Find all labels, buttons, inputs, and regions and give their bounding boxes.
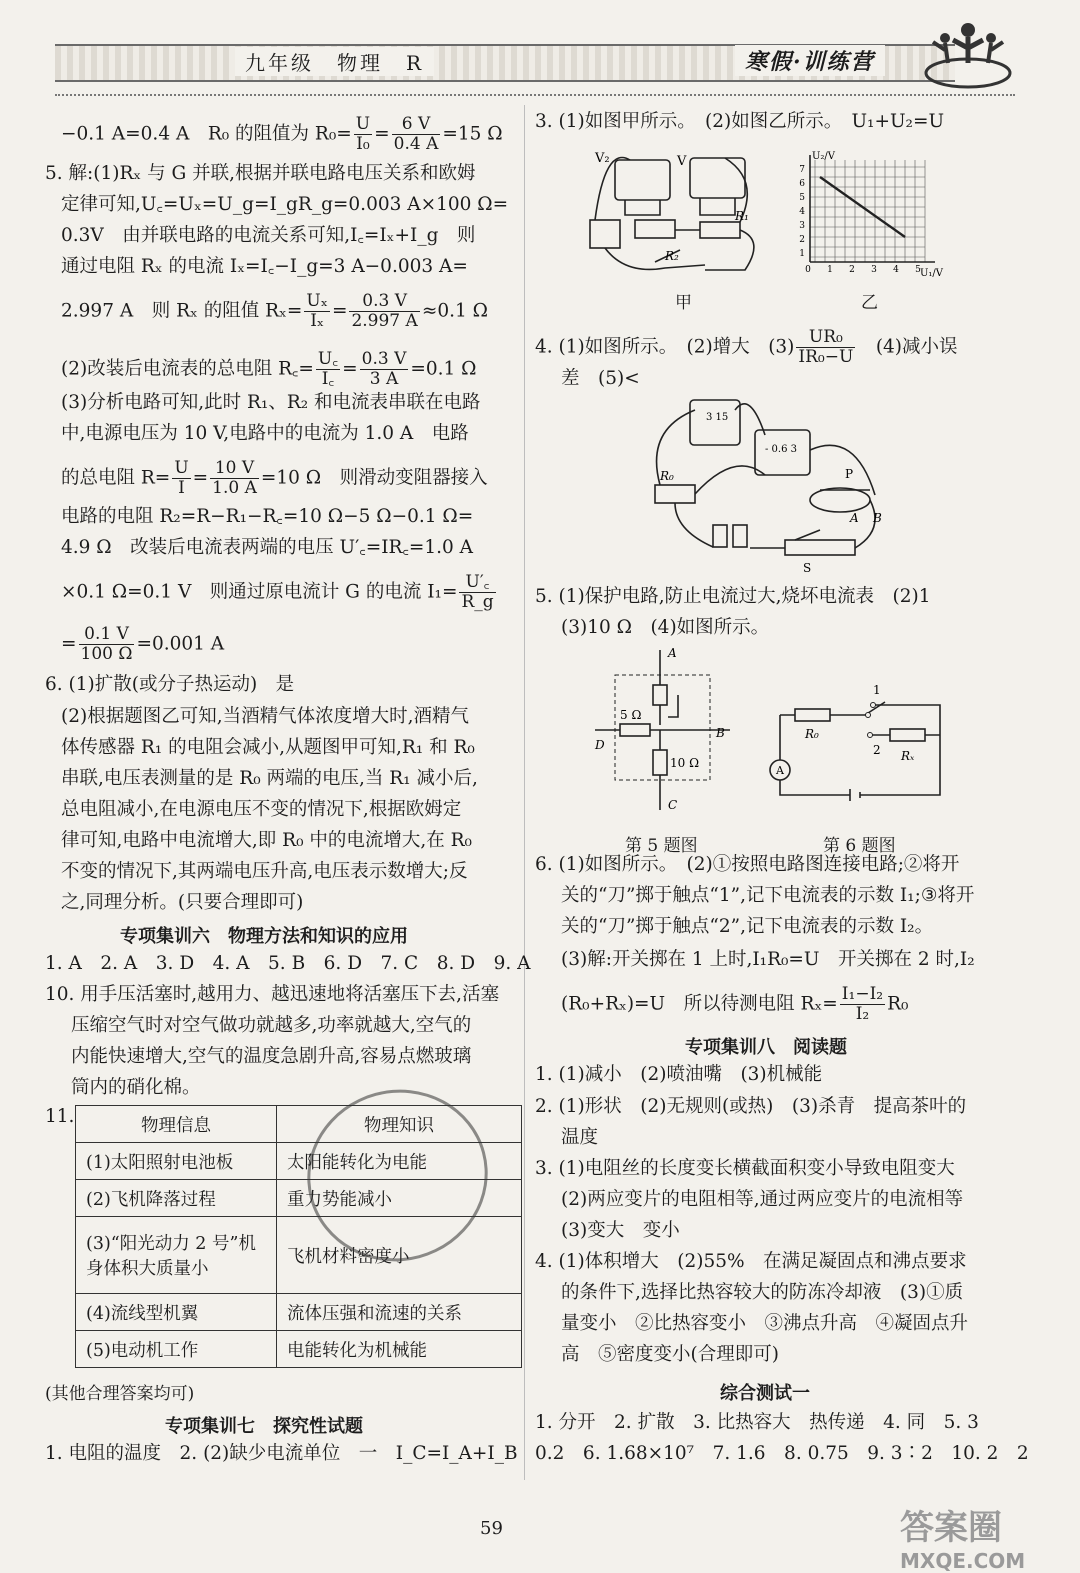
r6-line-1: 6. (1)如图所示。 (2)①按照电路图连接电路;②将开 — [535, 854, 960, 875]
section-heading-test1: 综合测试一 — [720, 1383, 810, 1404]
q5-line-11: 4.9 Ω 改装后电流表两端的电压 U′꜀=IR꜀=1.0 A — [61, 537, 474, 558]
watermark-url: MXQE.COM — [900, 1549, 1026, 1573]
caption-fig6: 第 6 题图 — [823, 836, 896, 856]
fraction — [354, 115, 372, 154]
section-heading-7: 专项集训七 探究性试题 — [165, 1416, 363, 1437]
xtick: 1 — [827, 265, 833, 275]
header-grade-subject: 九年级 物理 R — [235, 47, 434, 76]
q6-line-2: (2)根据题图乙可知,当酒精气体浓度增大时,酒精气 — [61, 706, 469, 727]
table-cell: 飞机材料密度小 — [277, 1217, 522, 1294]
numerator: I₁−I₂ — [841, 984, 884, 1004]
label-v2: V₂ — [595, 151, 610, 166]
ytick: 2 — [799, 235, 805, 245]
table-cell: (3)“阳光动力 2 号”机身体积大质量小 — [76, 1217, 277, 1294]
label-r0: R₀ — [660, 469, 674, 483]
a1-line: 1. (1)减小 (2)喷油嘴 (3)机械能 — [535, 1064, 823, 1085]
table-header-cell: 物理信息 — [76, 1106, 277, 1143]
q5-line-8: 中,电源电压为 10 V,电路中的电流为 1.0 A 电路 — [61, 423, 469, 444]
brand-logo-icon — [923, 18, 1013, 90]
denominator: 1.0 A — [212, 478, 257, 498]
text: 4. (1)如图所示。 (2)增大 (3) — [535, 336, 795, 358]
fraction — [796, 328, 855, 367]
q6-line-7: 不变的情况下,其两端电压升高,电压表示数增大;反 — [61, 861, 468, 882]
watermark-cn: 答案圈 — [900, 1508, 1002, 1548]
a3-line-1: 3. (1)电阻丝的长度变长横截面积变小导致电阻变大 — [535, 1158, 955, 1179]
numerator: Uₓ — [306, 291, 328, 311]
fraction — [392, 115, 441, 154]
xtick: 0 — [805, 265, 811, 275]
q5-line-1: 5. 解:(1)Rₓ 与 G 并联,根据并联电路电压关系和欧姆 — [45, 163, 476, 184]
text: = — [374, 123, 390, 145]
numerator: 6 V — [392, 115, 441, 135]
a4-line-4: 高 ⑤密度变小(合理即可) — [561, 1344, 779, 1365]
meter-label-1: 3 15 — [706, 412, 729, 423]
denominator: 100 Ω — [80, 644, 133, 664]
a4-line-3: 量变小 ②比热容变小 ③沸点升高 ④凝固点升 — [561, 1313, 969, 1334]
graph-xlabel: U₁/V — [920, 268, 944, 279]
r6-line-2: 关的“刀”掷于触点“1”,记下电流表的示数 I₁;③将开 — [561, 885, 975, 906]
q10-line-3: 内能快速增大,空气的温度急剧升高,容易点燃玻璃 — [71, 1046, 472, 1067]
caption-fig5: 第 5 题图 — [625, 836, 698, 856]
text: = — [331, 300, 348, 322]
label-d: D — [595, 738, 605, 752]
label-terminal-2: 2 — [873, 743, 881, 757]
q10-line-4: 筒内的硝化棉。 — [71, 1077, 201, 1098]
text: (R₀+Rₓ)=U 所以待测电阻 Rₓ= — [561, 993, 838, 1015]
a4-line-1: 4. (1)体积增大 (2)55% 在满足凝固点和沸点要求 — [535, 1251, 967, 1272]
page-number: 59 — [480, 1518, 503, 1539]
label-r2: R₂ — [665, 249, 679, 263]
header-dotted-rule — [55, 94, 1015, 96]
q5-line-7: (3)分析电路可知,此时 R₁、R₂ 和电流表串联在电路 — [61, 392, 481, 413]
answers-sec6: 1. A 2. A 3. D 4. A 5. B 6. D 7. C 8. D 9. A — [45, 953, 531, 974]
denominator: I₂ — [855, 1004, 870, 1024]
fraction — [172, 459, 190, 498]
text: = — [61, 633, 77, 655]
fraction — [349, 292, 419, 331]
header-brand: 寒假·训练营 — [735, 45, 885, 76]
denominator: I꜀ — [321, 369, 335, 389]
table-cell: (5)电动机工作 — [76, 1331, 277, 1368]
table-header-cell: 物理知识 — [277, 1106, 522, 1143]
numerator: UR₀ — [796, 328, 855, 348]
label-b: B — [873, 511, 882, 525]
ytick: 6 — [799, 179, 805, 189]
denominator: R_g — [461, 592, 494, 612]
r3-line: 3. (1)如图甲所示。 (2)如图乙所示。 U₁+U₂=U — [535, 111, 945, 132]
label-ammeter: A — [776, 764, 784, 777]
r4-line-2: 差 (5)< — [561, 368, 640, 389]
column-divider — [524, 105, 525, 1480]
fraction — [459, 573, 495, 612]
q6-line-3: 体传感器 R₁ 的电阻会减小,从题图甲可知,R₁ 和 R₀ — [61, 737, 475, 758]
fraction — [304, 292, 330, 331]
graph-yticks — [799, 165, 805, 259]
text: (4)减小误 — [857, 336, 958, 358]
xtick: 5 — [915, 265, 921, 275]
table-cell: (1)太阳照射电池板 — [76, 1143, 277, 1180]
r5-line-2: (3)10 Ω (4)如图所示。 — [561, 617, 770, 638]
a2-line-2: 温度 — [561, 1127, 599, 1148]
q5-line-4: 通过电阻 Rₓ 的电流 Iₓ=I꜀−I_g=3 A−0.003 A= — [61, 256, 468, 277]
table-row — [76, 1294, 522, 1331]
r6-line-5 — [561, 985, 908, 1024]
q5-line-12 — [61, 573, 498, 612]
ytick: 5 — [799, 193, 805, 203]
table-row — [76, 1331, 522, 1368]
q5-line-3: 0.3V 由并联电路的电流关系可知,I꜀=Iₓ+I_g 则 — [61, 225, 476, 246]
denominator: I₀ — [356, 134, 370, 154]
a3-line-2: (2)两应变片的电阻相等,通过两应变片的电流相等 — [561, 1189, 964, 1210]
graph-figure-yi — [790, 150, 960, 280]
q6-line-5: 总电阻减小,在电源电压不变的情况下,根据欧姆定 — [61, 799, 462, 820]
text: =10 Ω 则滑动变阻器接入 — [260, 467, 488, 489]
label-10ohm: 10 Ω — [670, 756, 700, 770]
q6-line-1: 6. (1)扩散(或分子热运动) 是 — [45, 674, 295, 695]
circuit-figure-q6 — [765, 680, 955, 810]
text: 的总电阻 R= — [61, 467, 171, 489]
circuit-figure-jia — [585, 140, 785, 280]
table-cell: 太阳能转化为电能 — [277, 1143, 522, 1180]
numerator: 0.1 V — [79, 625, 135, 645]
label-s: S — [803, 561, 812, 575]
label-a: A — [668, 646, 677, 660]
q5-line-6 — [61, 350, 477, 389]
text: 2.997 A 则 Rₓ 的阻值 Rₓ= — [61, 300, 303, 322]
r5-line-1: 5. (1)保护电路,防止电流过大,烧坏电流表 (2)1 — [535, 586, 931, 607]
numerator: 0.3 V — [361, 349, 407, 369]
table-cell: 重力势能减小 — [277, 1180, 522, 1217]
ytick: 4 — [799, 207, 805, 217]
graph-ylabel: U₂/V — [812, 151, 836, 162]
q6-line-6: 律可知,电路中电流增大,即 R₀ 中的电流增大,在 R₀ — [61, 830, 472, 851]
denominator: 2.997 A — [351, 311, 418, 331]
label-rx: Rₓ — [901, 749, 915, 763]
label-r1: R₁ — [735, 209, 749, 223]
caption-jia: 甲 — [675, 293, 692, 313]
xtick: 4 — [893, 265, 899, 275]
q5-line-10: 电路的电阻 R₂=R−R₁−R꜀=10 Ω−5 Ω−0.1 Ω= — [61, 506, 474, 527]
q5-line-13 — [61, 625, 224, 664]
label-terminal-1: 1 — [873, 683, 881, 697]
q11-label: 11. — [45, 1106, 75, 1127]
fraction — [840, 985, 885, 1024]
numerator: U꜀ — [317, 349, 339, 369]
label-r0: R₀ — [805, 727, 819, 741]
numerator: U — [174, 458, 189, 478]
label-5ohm: 5 Ω — [620, 708, 642, 722]
text: −0.1 A=0.4 A R₀ 的阻值为 R₀= — [61, 123, 352, 145]
q10-line-2: 压缩空气时对空气做功就越多,功率就越大,空气的 — [71, 1015, 472, 1036]
label-a: A — [850, 511, 859, 525]
q10-line-1: 10. 用手压活塞时,越用力、越迅速地将活塞压下去,活塞 — [45, 984, 500, 1005]
a3-line-3: (3)变大 变小 — [561, 1220, 680, 1241]
ytick: 1 — [799, 249, 805, 259]
q5-line-2: 定律可知,U꜀=Uₓ=U_g=I_gR_g=0.003 A×100 Ω= — [61, 194, 509, 215]
meter-label-2: - 0.6 3 — [765, 444, 798, 455]
table-cell: (4)流线型机翼 — [76, 1294, 277, 1331]
text: ≈0.1 Ω — [421, 300, 488, 322]
ytick: 7 — [799, 165, 805, 175]
caption-yi: 乙 — [861, 293, 878, 313]
xtick: 3 — [871, 265, 877, 275]
numerator: 0.3 V — [349, 292, 419, 312]
q5-line-9 — [61, 459, 488, 498]
text: =0.1 Ω — [410, 358, 477, 380]
xtick: 2 — [849, 265, 855, 275]
fraction — [79, 625, 135, 664]
test1-line-2: 0.2 6. 1.68×10⁷ 7. 1.6 8. 0.75 9. 3∶2 10. 2 2 — [535, 1443, 1029, 1464]
denominator: 3 A — [369, 369, 399, 389]
label-b: B — [716, 726, 725, 740]
label-v: V — [677, 154, 687, 169]
numerator: U — [355, 114, 371, 134]
text: (2)改装后电流表的总电阻 R꜀= — [61, 358, 314, 380]
text: = — [342, 358, 358, 380]
denominator: 0.4 A — [393, 134, 439, 154]
a4-line-2: 的条件下,选择比热容较大的防冻冷却液 (3)①质 — [561, 1282, 964, 1303]
other-answers-note: (其他合理答案均可) — [45, 1384, 195, 1404]
text: =0.001 A — [136, 633, 225, 655]
numerator: 10 V — [210, 459, 259, 479]
test1-line-1: 1. 分开 2. 扩散 3. 比热容大 热传递 4. 同 5. 3 — [535, 1412, 979, 1433]
r6-line-4: (3)解:开关掷在 1 上时,I₁R₀=U 开关掷在 2 时,I₂ — [561, 949, 975, 970]
line-r0-value — [61, 115, 503, 154]
q6-line-4: 串联,电压表测量的是 R₀ 两端的电压,当 R₁ 减小后, — [61, 768, 478, 789]
table-cell: (2)飞机降落过程 — [76, 1180, 277, 1217]
denominator: I — [178, 478, 185, 498]
text: =15 Ω — [442, 123, 503, 145]
q6-line-8: 之,同理分析。(只要合理即可) — [61, 892, 304, 913]
page-header — [55, 30, 1015, 90]
section-heading-6: 专项集训六 物理方法和知识的应用 — [120, 926, 408, 947]
section-heading-8: 专项集训八 阅读题 — [685, 1037, 847, 1058]
text: = — [192, 467, 209, 489]
numerator: U′꜀ — [459, 573, 495, 593]
q5-line-5 — [61, 292, 488, 331]
fraction — [210, 459, 259, 498]
label-c: C — [668, 798, 678, 812]
label-p: P — [845, 467, 854, 481]
fraction — [316, 350, 340, 389]
graph-xticks — [805, 265, 921, 275]
answers-sec7: 1. 电阻的温度 2. (2)缺少电流单位 一 I_C=I_A+I_B — [45, 1443, 518, 1464]
text: R₀ — [887, 993, 909, 1015]
table-cell: 流体压强和流速的关系 — [277, 1294, 522, 1331]
denominator: Iₓ — [310, 311, 325, 331]
watermark — [900, 1500, 1025, 1573]
circuit-figure-q5 — [590, 645, 740, 815]
fraction — [360, 350, 409, 389]
table-cell: 电能转化为机械能 — [277, 1331, 522, 1368]
text: ×0.1 Ω=0.1 V 则通过原电流计 G 的电流 I₁= — [61, 581, 458, 603]
r6-line-3: 关的“刀”掷于触点“2”,记下电流表的示数 I₂。 — [561, 916, 934, 937]
circuit-figure-q4 — [635, 390, 965, 575]
r4-line-1 — [535, 328, 958, 367]
denominator: IR₀−U — [798, 347, 854, 367]
ytick: 3 — [799, 221, 805, 231]
a2-line-1: 2. (1)形状 (2)无规则(或热) (3)杀青 提高茶叶的 — [535, 1096, 967, 1117]
